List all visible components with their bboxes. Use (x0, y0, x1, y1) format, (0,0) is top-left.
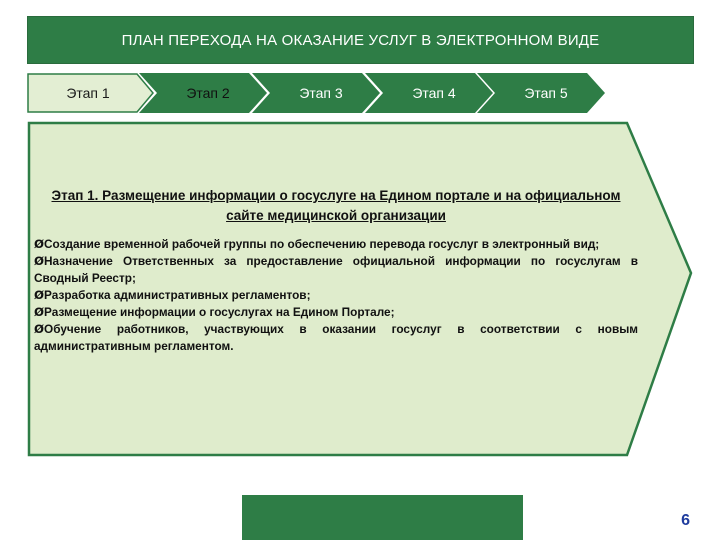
stage-5-label: Этап 5 (524, 85, 568, 101)
list-item: ØРазработка административных регламентов; (34, 288, 311, 302)
list-item: ØСоздание временной рабочей группы по обеспечению перевода госуслуг в электронный вид; (34, 237, 600, 251)
stage-4-chevron[interactable] (365, 73, 493, 113)
stage-2-label: Этап 2 (186, 85, 230, 101)
list-item: ØНазначение Ответственных за предоставление официальной информации по госуслугам в Сводный Реестр; (34, 254, 638, 285)
stage-chevron-row (27, 73, 605, 113)
slide-title-banner (27, 16, 694, 64)
stage-3-label: Этап 3 (299, 85, 343, 101)
arrow-bullet-icon: Ø (34, 288, 45, 302)
list-item: ØОбучение работников, участвующих в оказании госуслуг в соответствии с новым административным регламентом. (34, 322, 638, 353)
arrow-bullet-icon: Ø (34, 254, 45, 268)
stage-3-chevron[interactable] (252, 73, 380, 113)
footer-green-bar (242, 495, 523, 540)
slide-title: ПЛАН ПЕРЕХОДА НА ОКАЗАНИЕ УСЛУГ В ЭЛЕКТРОННОМ ВИДЕ (121, 31, 600, 49)
stage-5-chevron[interactable] (477, 73, 605, 113)
stage-detail-panel (34, 186, 638, 355)
arrow-bullet-icon: Ø (34, 322, 45, 336)
stage-4-label: Этап 4 (412, 85, 456, 101)
arrow-bullet-icon: Ø (34, 237, 45, 251)
page-number: 6 (681, 512, 690, 529)
list-item: ØРазмещение информации о госуслугах на Едином Портале; (34, 305, 395, 319)
stage-2-chevron[interactable] (139, 73, 267, 113)
stage-detail-title: Этап 1. Размещение информации о госуслуге на Едином портале и на официальном сайте медицинской организации (51, 188, 621, 223)
arrow-bullet-icon: Ø (34, 305, 45, 319)
stage-task-list (34, 236, 638, 355)
stage-1-chevron[interactable] (27, 73, 155, 113)
stage-1-label: Этап 1 (66, 85, 110, 101)
